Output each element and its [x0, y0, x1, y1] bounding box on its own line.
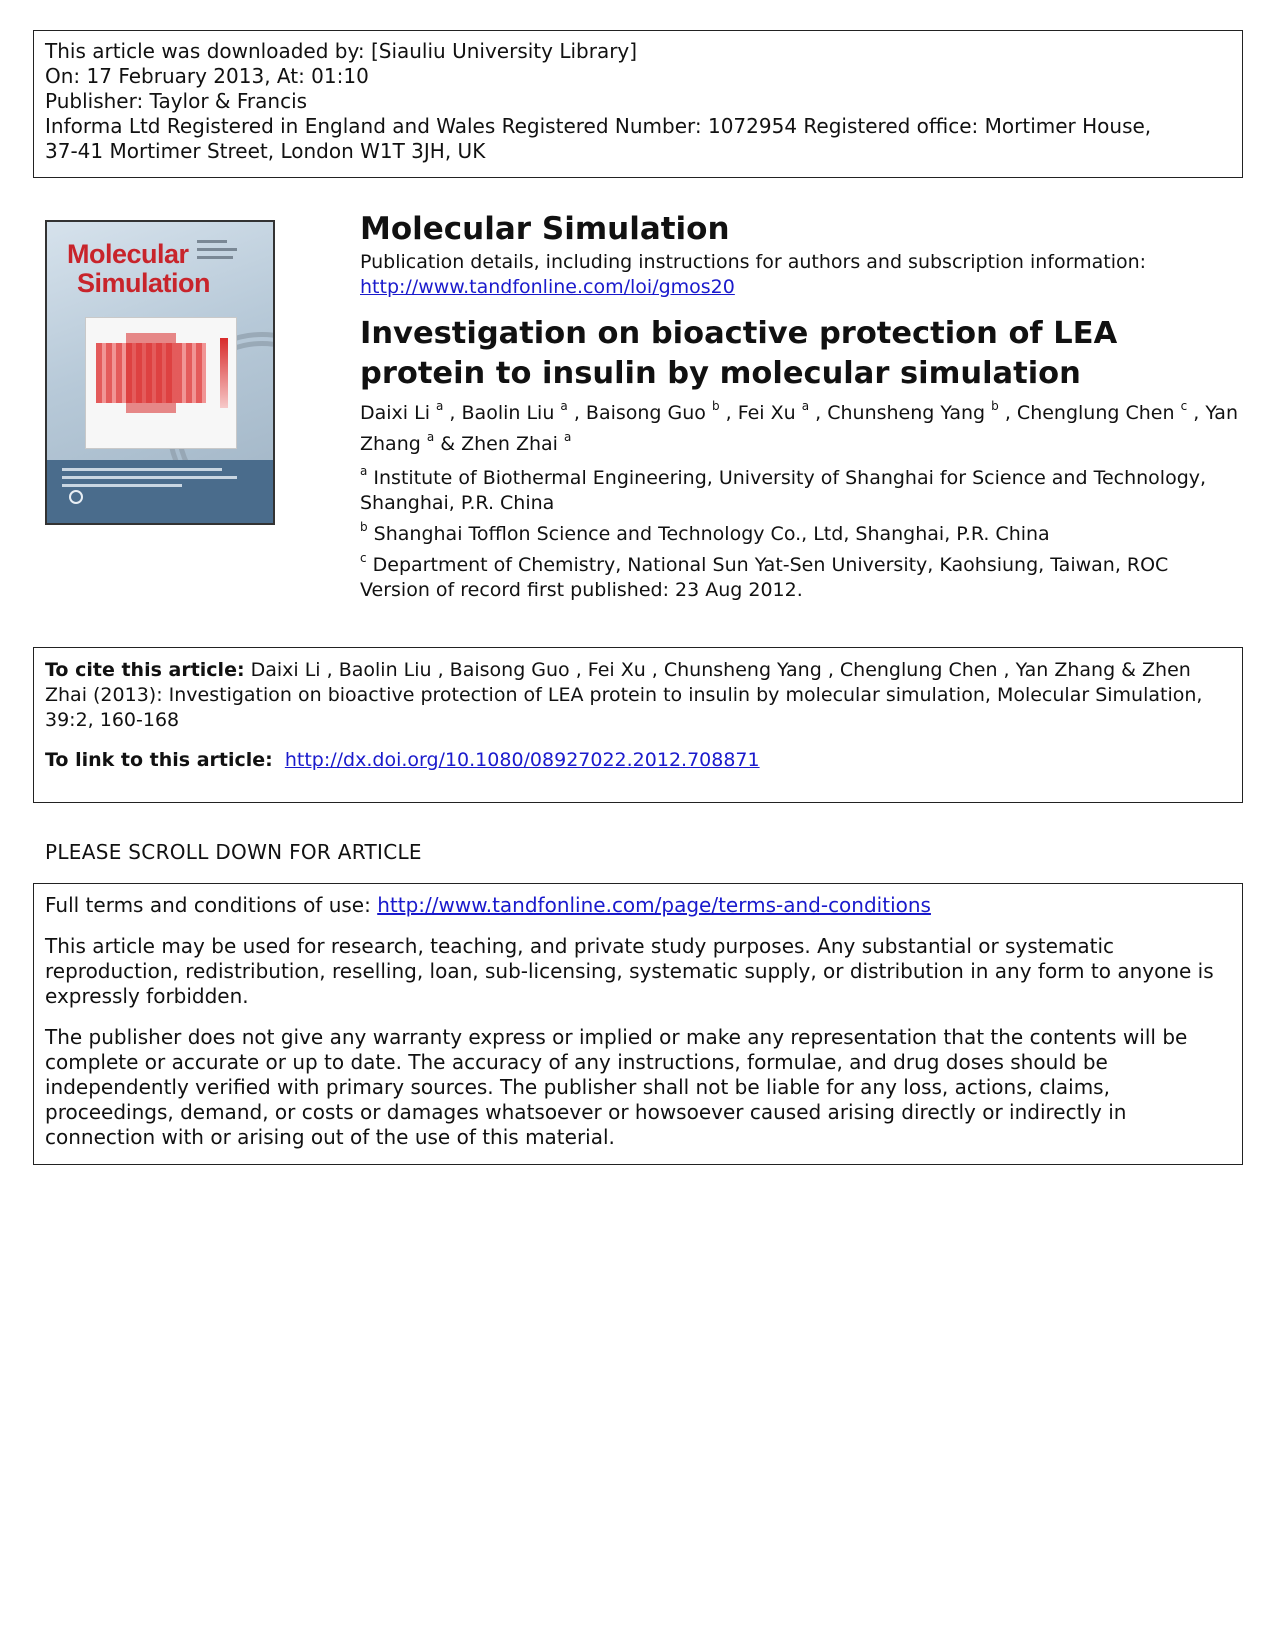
publication-details [360, 250, 1240, 300]
version-of-record: Version of record first published: 23 Aug 2012. [360, 579, 803, 601]
author: Chunsheng Yang $^b$ [827, 399, 999, 424]
download-line-4: Informa Ltd Registered in England and Wales Registered Number: 1072954 Registered office: Mortimer House, [45, 114, 1152, 138]
scroll-notice: PLEASE SCROLL DOWN FOR ARTICLE [45, 840, 422, 864]
journal-cover-image [45, 220, 275, 525]
download-line-5: 37-41 Mortimer Street, London W1T 3JH, UK [45, 139, 486, 163]
cite-text: Daixi Li , Baolin Liu , Baisong Guo , Fei Xu , Chunsheng Yang , Chenglung Chen , Yan Zhang & Zhen Zhai (2013): Investigation on bioactive protection of LEA protein to insulin by molecular simulation, Molecular Simulation, 39:2, 160-168 [45, 659, 1203, 731]
author-list: Daixi Li $^a$ , Baolin Liu $^a$ , Baisong Guo $^b$ , Fei Xu $^a$ , Chunsheng Yang $^b$ , Chenglung Chen $^c$ , Yan Zhang $^a$ & Zhen Zhai $^a$ [360, 399, 1238, 455]
download-info-box [33, 30, 1243, 178]
article-header [360, 210, 1240, 603]
author: Fei Xu $^a$ [737, 399, 810, 424]
author: Chenglung Chen $^c$ [1016, 399, 1188, 424]
download-line-1: This article was downloaded by: [Siauliu University Library] [45, 39, 638, 63]
citation [45, 658, 1231, 733]
author: Yan Zhang $^a$ [360, 402, 1238, 455]
cover-heatmap-graphic [85, 317, 237, 449]
article-link-row [45, 748, 1231, 773]
author: Zhen Zhai $^a$ [461, 430, 572, 455]
cover-issue-info [197, 240, 227, 243]
link-label: To link to this article: [45, 749, 273, 771]
affiliation-b: $^b$ Shanghai Tofflon Science and Technology Co., Ltd, Shanghai, P.R. China [360, 520, 1050, 545]
cover-title-line-1: Molecular [67, 239, 189, 269]
article-title: Investigation on bioactive protection of LEA protein to insulin by molecular simulation [360, 316, 1118, 391]
doi-link[interactable]: http://dx.doi.org/10.1080/08927022.2012.708871 [284, 749, 760, 771]
download-line-3: Publisher: Taylor & Francis [45, 89, 308, 113]
affiliation-c: $^c$ Department of Chemistry, National Sun Yat-Sen University, Kaohsiung, Taiwan, ROC [360, 551, 1169, 576]
author: Baolin Liu $^a$ [461, 399, 568, 424]
terms-paragraph-disclaimer: The publisher does not give any warranty express or implied or make any representation that the contents will be complete or accurate or up to date. The accuracy of any instructions, formulae, and drug doses should be independently verified with primary sources. The publisher shall not be liable for any loss, actions, claims, proceedings, demand, or costs or damages whatsoever or howsoever caused arising directly or indirectly in connection with or arising out of the use of this material. [45, 1025, 1188, 1149]
publisher-logo-icon [69, 490, 83, 504]
publication-details-text: Publication details, including instructions for authors and subscription information: [360, 251, 1147, 273]
author: Daixi Li $^a$ [360, 399, 444, 424]
cover-issue-info [197, 248, 237, 251]
terms-link-row [45, 893, 1231, 918]
author: Baisong Guo $^b$ [585, 399, 720, 424]
affiliation-a: $^a$ Institute of Biothermal Engineering, University of Shanghai for Science and Technology, Shanghai, P.R. China [360, 464, 1207, 514]
cover-issue-info [197, 256, 233, 259]
journal-title: Molecular Simulation [360, 211, 730, 247]
terms-label: Full terms and conditions of use: [45, 893, 371, 917]
cite-label: To cite this article: [45, 659, 245, 681]
terms-link[interactable]: http://www.tandfonline.com/page/terms-and-conditions [377, 893, 931, 917]
cover-title [67, 240, 210, 298]
cover-title-line-2: Simulation [77, 268, 211, 298]
citation-box [33, 647, 1243, 803]
download-line-2: On: 17 February 2013, At: 01:10 [45, 64, 369, 88]
terms-box [33, 883, 1243, 1165]
journal-link[interactable]: http://www.tandfonline.com/loi/gmos20 [360, 276, 735, 298]
terms-paragraph-usage: This article may be used for research, teaching, and private study purposes. Any substantial or systematic reproduction, redistribution, reselling, loan, sub-licensing, systematic supply, or distribution in any form to anyone is expressly forbidden. [45, 934, 1214, 1008]
